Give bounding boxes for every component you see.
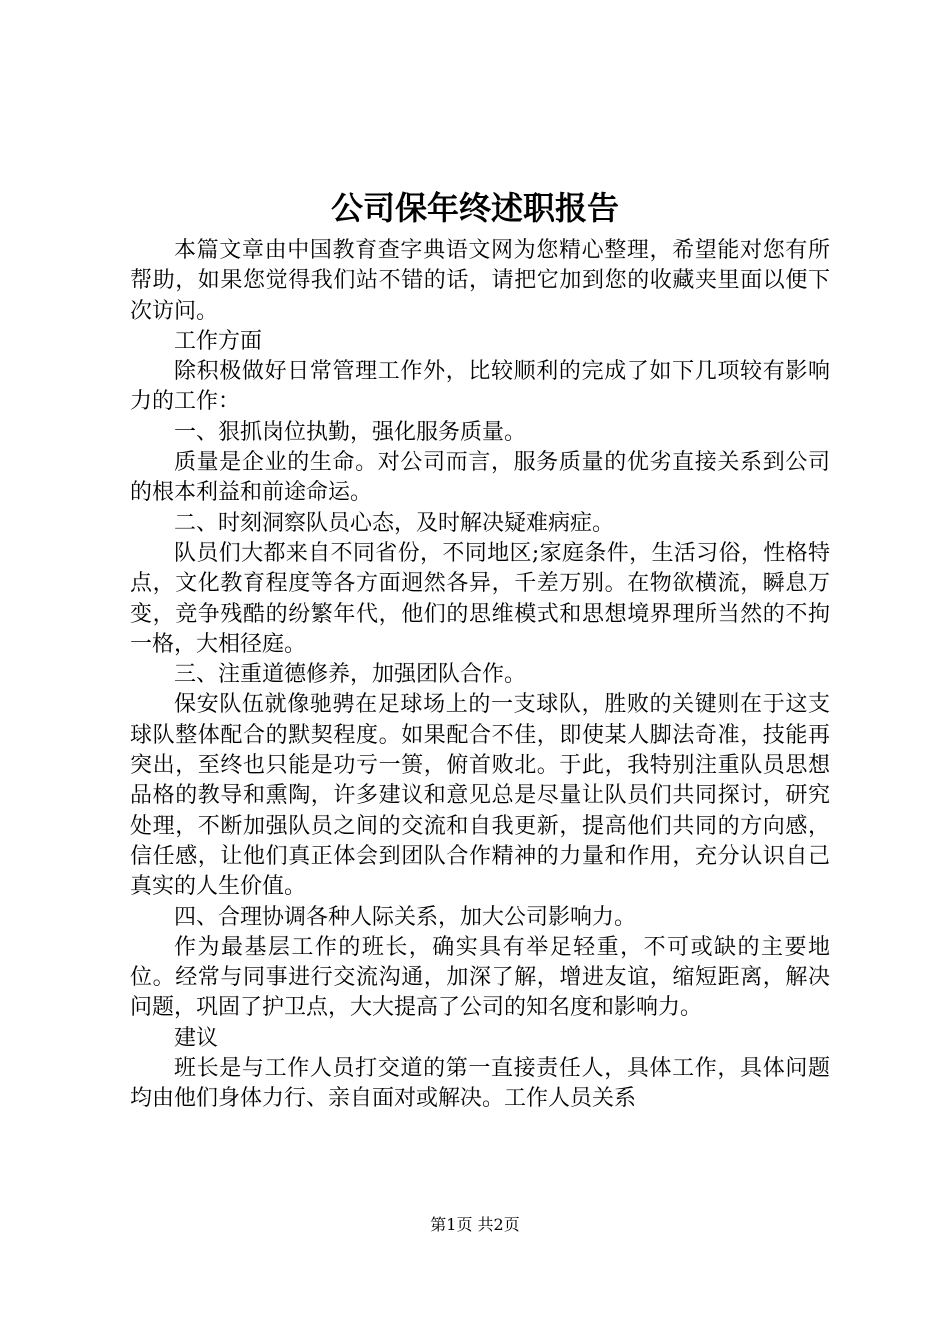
paragraph: 班长是与工作人员打交道的第一直接责任人，具体工作，具体问题均由他们身体力行、亲自面对或解决。工作人员关系: [130, 1056, 830, 1112]
page-footer: 第1页 共2页: [430, 1215, 520, 1234]
paragraph-intro: 本篇文章由中国教育查字典语文网为您精心整理，希望能对您有所帮助，如果您觉得我们站不错的话，请把它加到您的收藏夹里面以便下次访问。: [130, 238, 830, 324]
section-heading-suggestion: 建议: [174, 1025, 219, 1051]
paragraph: 队员们大都来自不同省份，不同地区;家庭条件，生活习俗，性格特点，文化教育程度等各方面迥然各异，千差万别。在物欲横流，瞬息万变，竞争残酷的纷繁年代，他们的思维模式和思想境界理所当然的不拘一格，大相径庭。: [130, 540, 830, 657]
document-title: 公司保年终述职报告: [330, 189, 619, 227]
document-body: [130, 236, 830, 1115]
item-heading-3: 三、注重道德修养，加强团队合作。: [174, 662, 527, 688]
paragraph: 质量是企业的生命。对公司而言，服务质量的优劣直接关系到公司的根本利益和前途命运。: [130, 450, 830, 506]
item-heading-4: 四、合理协调各种人际关系，加大公司影响力。: [174, 904, 637, 930]
item-heading-1: 一、狠抓岗位执勤，强化服务质量。: [174, 419, 527, 445]
item-heading-2: 二、时刻洞察队员心态，及时解决疑难病症。: [174, 510, 615, 536]
paragraph: 除积极做好日常管理工作外，比较顺利的完成了如下几项较有影响力的工作：: [130, 359, 830, 415]
paragraph: 保安队伍就像驰骋在足球场上的一支球队，胜败的关键则在于这支球队整体配合的默契程度。如果配合不佳，即使某人脚法奇准，技能再突出，至终也只能是功亏一篑，俯首败北。于此，我特别注重队员思想品格的教导和熏陶，许多建议和意见总是尽量让队员们共同探讨，研究处理，不断加强队员之间的交流和自我更新，提高他们共同的方向感，信任感，让他们真正体会到团队合作精神的力量和作用，充分认识自己真实的人生价值。: [130, 692, 830, 900]
section-heading-work: 工作方面: [174, 328, 263, 354]
paragraph: 作为最基层工作的班长，确实具有举足轻重，不可或缺的主要地位。经常与同事进行交流沟通，加深了解，增进友谊，缩短距离，解决问题，巩固了护卫点，大大提高了公司的知名度和影响力。: [130, 934, 830, 1021]
